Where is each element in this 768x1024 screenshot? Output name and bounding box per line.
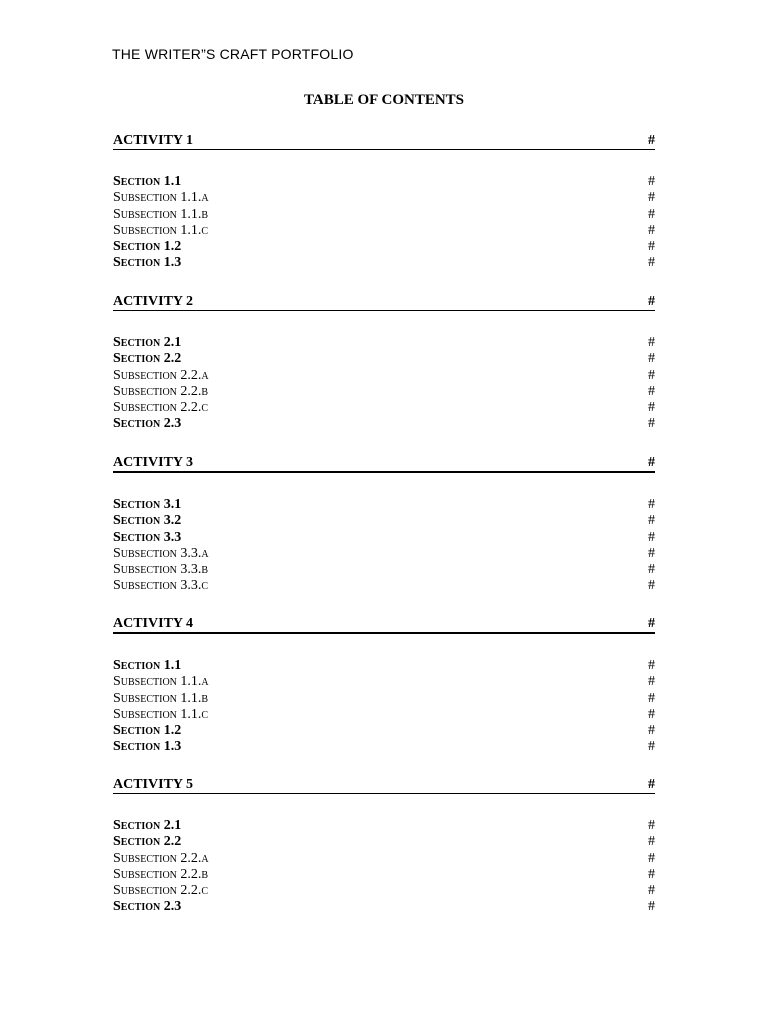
entry-page: # xyxy=(648,739,655,755)
toc-entry[interactable] xyxy=(113,578,655,594)
toc-title: TABLE OF CONTENTS xyxy=(303,92,465,108)
entry-label: Section 2.1 xyxy=(113,335,182,350)
entry-page: # xyxy=(648,850,655,866)
toc-entry[interactable] xyxy=(113,239,655,255)
toc-entry[interactable] xyxy=(113,691,655,707)
entry-label: Subsection 1.1.a xyxy=(113,674,209,690)
toc-entry[interactable] xyxy=(113,190,655,206)
entry-label: Subsection 1.1.b xyxy=(113,690,209,706)
entry-page: # xyxy=(648,690,655,706)
entry-label: Subsection 2.2.b xyxy=(113,383,209,399)
toc-entry[interactable] xyxy=(113,867,655,883)
entry-label: Section 1.3 xyxy=(113,255,182,271)
toc-entry[interactable] xyxy=(113,707,655,723)
activity-page: # xyxy=(648,455,655,470)
toc-entry[interactable] xyxy=(113,335,655,351)
entry-page: # xyxy=(648,335,655,350)
entry-page: # xyxy=(648,866,655,882)
entry-page: # xyxy=(648,206,655,222)
toc-entry[interactable] xyxy=(113,368,655,384)
toc-entry[interactable] xyxy=(113,739,655,755)
entry-label: Subsection 1.1.a xyxy=(113,190,209,206)
entry-label: Section 3.1 xyxy=(113,497,182,512)
toc-entry[interactable] xyxy=(113,658,655,674)
entry-page: # xyxy=(648,706,655,722)
entry-label: Section 2.1 xyxy=(113,818,182,833)
entry-page: # xyxy=(648,497,655,512)
entry-label: Section 2.3 xyxy=(113,899,182,915)
toc-entry[interactable] xyxy=(113,384,655,400)
entry-page: # xyxy=(648,400,655,416)
activity-label: ACTIVITY 4 xyxy=(113,616,193,631)
toc-entry[interactable] xyxy=(113,207,655,223)
toc-entry[interactable] xyxy=(113,674,655,690)
activity-heading[interactable] xyxy=(113,615,655,634)
toc-entry[interactable] xyxy=(113,546,655,562)
entry-page: # xyxy=(648,367,655,383)
toc-entry[interactable] xyxy=(113,899,655,915)
toc-entry[interactable] xyxy=(113,416,655,432)
entry-label: Subsection 2.2.a xyxy=(113,850,209,866)
table-of-contents xyxy=(113,132,655,937)
toc-entry[interactable] xyxy=(113,834,655,850)
activity-label: ACTIVITY 2 xyxy=(113,294,193,309)
entry-page: # xyxy=(648,239,655,255)
entry-page: # xyxy=(648,255,655,271)
entry-label: Section 1.2 xyxy=(113,723,182,739)
toc-entry[interactable] xyxy=(113,851,655,867)
entry-label: Subsection 1.1.c xyxy=(113,706,209,722)
toc-entry[interactable] xyxy=(113,497,655,513)
entry-page: # xyxy=(648,899,655,915)
entry-label: Subsection 3.3.a xyxy=(113,545,209,561)
activity-page: # xyxy=(648,616,655,631)
entry-page: # xyxy=(648,222,655,238)
activity-label: ACTIVITY 3 xyxy=(113,455,193,470)
entry-label: Section 1.1 xyxy=(113,658,182,673)
toc-entry[interactable] xyxy=(113,400,655,416)
entry-label: Subsection 1.1.c xyxy=(113,222,209,238)
entry-page: # xyxy=(648,513,655,529)
toc-entry[interactable] xyxy=(113,562,655,578)
entry-page: # xyxy=(648,545,655,561)
activity-page: # xyxy=(648,294,655,309)
entry-page: # xyxy=(648,883,655,899)
entry-label: Section 2.2 xyxy=(113,834,182,850)
entry-label: Subsection 1.1.b xyxy=(113,206,209,222)
activity-block xyxy=(113,776,655,937)
toc-entry[interactable] xyxy=(113,530,655,546)
activity-heading[interactable] xyxy=(113,293,655,311)
entry-label: Subsection 2.2.b xyxy=(113,866,209,882)
toc-entry[interactable] xyxy=(113,513,655,529)
activity-heading[interactable] xyxy=(113,776,655,794)
entry-label: Section 1.2 xyxy=(113,239,182,255)
toc-entry[interactable] xyxy=(113,351,655,367)
toc-entry[interactable] xyxy=(113,818,655,834)
toc-entry[interactable] xyxy=(113,174,655,190)
entry-label: Section 1.3 xyxy=(113,739,182,755)
activity-block xyxy=(113,293,655,454)
toc-entry[interactable] xyxy=(113,883,655,899)
entry-page: # xyxy=(648,529,655,545)
entry-label: Subsection 3.3.b xyxy=(113,562,209,578)
entry-label: Section 3.3 xyxy=(113,529,182,545)
entry-page: # xyxy=(648,416,655,432)
entry-page: # xyxy=(648,174,655,189)
entry-page: # xyxy=(648,190,655,206)
activity-block xyxy=(113,132,655,293)
activity-heading[interactable] xyxy=(113,132,655,150)
activity-heading[interactable] xyxy=(113,454,655,473)
entry-page: # xyxy=(648,351,655,367)
entry-label: Subsection 2.2.c xyxy=(113,883,209,899)
entry-label: Subsection 2.2.c xyxy=(113,400,209,416)
entry-label: Section 2.3 xyxy=(113,416,182,432)
entry-page: # xyxy=(648,658,655,673)
entry-label: Subsection 3.3.c xyxy=(113,578,209,594)
entry-label: Subsection 2.2.a xyxy=(113,367,209,383)
entry-page: # xyxy=(648,562,655,578)
entry-page: # xyxy=(648,818,655,833)
entry-label: Section 2.2 xyxy=(113,351,182,367)
entry-page: # xyxy=(648,674,655,690)
entry-page: # xyxy=(648,578,655,594)
activity-label: ACTIVITY 1 xyxy=(113,133,193,148)
toc-entry[interactable] xyxy=(113,223,655,239)
activity-label: ACTIVITY 5 xyxy=(113,777,193,792)
activity-block xyxy=(113,454,655,615)
activity-page: # xyxy=(648,133,655,148)
document-header: THE WRITER”S CRAFT PORTFOLIO xyxy=(112,46,354,62)
activity-block xyxy=(113,615,655,776)
entry-page: # xyxy=(648,383,655,399)
entry-page: # xyxy=(648,723,655,739)
toc-entry[interactable] xyxy=(113,723,655,739)
entry-label: Section 3.2 xyxy=(113,513,182,529)
entry-page: # xyxy=(648,834,655,850)
activity-page: # xyxy=(648,777,655,792)
entry-label: Section 1.1 xyxy=(113,174,182,189)
toc-entry[interactable] xyxy=(113,255,655,271)
